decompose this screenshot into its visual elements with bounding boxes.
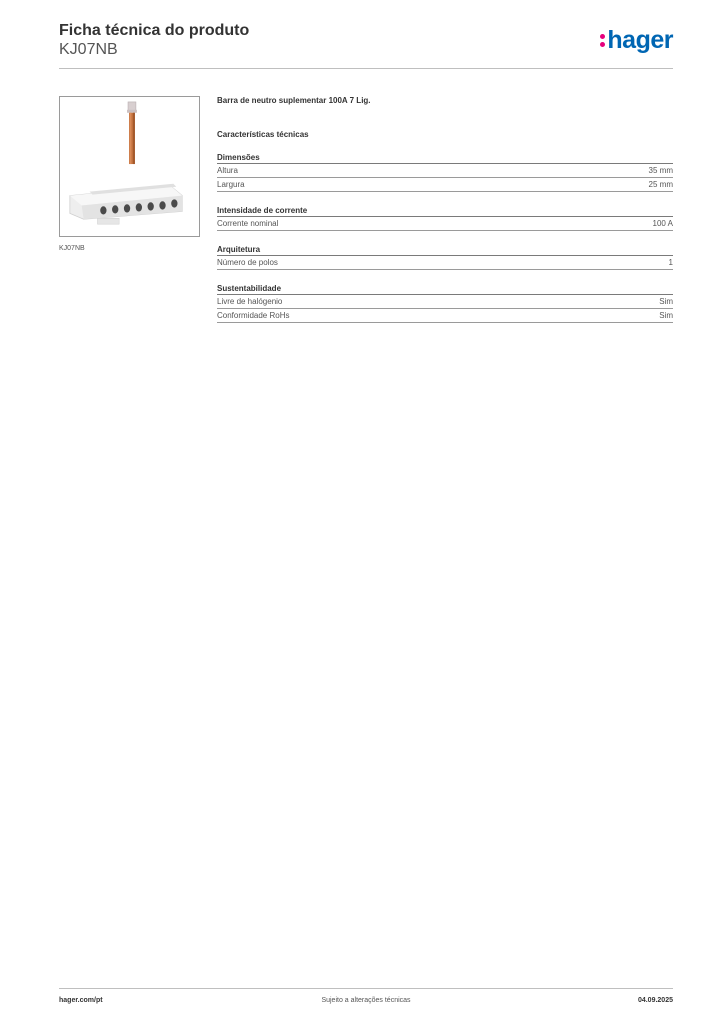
hager-logo — [600, 26, 673, 55]
spec-value: 35 mm — [648, 166, 673, 175]
spec-row — [217, 217, 673, 231]
spec-label: Conformidade RoHs — [217, 311, 290, 320]
logo-text: hager — [607, 26, 673, 54]
header-divider — [59, 68, 673, 69]
product-details — [217, 96, 673, 323]
spec-section-architecture — [217, 244, 673, 270]
spec-value: 25 mm — [648, 180, 673, 189]
specs-heading: Características técnicas — [217, 130, 309, 139]
spec-section-current — [217, 205, 673, 231]
spec-section-title: Arquitetura — [217, 244, 673, 256]
spec-value: Sim — [659, 297, 673, 306]
product-code: KJ07NB — [59, 41, 118, 58]
spec-label: Corrente nominal — [217, 219, 279, 228]
page-title: Ficha técnica do produto — [59, 22, 250, 39]
neutral-bar-product-photo-icon — [60, 97, 199, 236]
product-description: Barra de neutro suplementar 100A 7 Lig. — [217, 96, 371, 105]
logo-dots-icon — [600, 26, 605, 51]
spec-row — [217, 178, 673, 192]
footer-website-link[interactable]: hager.com/pt — [59, 997, 103, 1004]
page-header — [59, 20, 673, 68]
spec-label: Altura — [217, 166, 238, 175]
footer-date: 04.09.2025 — [637, 997, 673, 1004]
footer-divider — [59, 988, 673, 989]
spec-section-dimensions — [217, 152, 673, 192]
spec-label: Número de polos — [217, 258, 278, 267]
spec-row — [217, 295, 673, 309]
spec-value: 100 A — [652, 219, 673, 228]
spec-label: Largura — [217, 180, 245, 189]
footer-note: Sujeito a alterações técnicas — [321, 997, 411, 1004]
spec-section-title: Sustentabilidade — [217, 283, 673, 295]
spec-value: Sim — [659, 311, 673, 320]
image-caption: KJ07NB — [59, 245, 85, 252]
spec-section-title: Dimensões — [217, 152, 673, 164]
spec-row — [217, 256, 673, 270]
spec-row — [217, 164, 673, 178]
spec-row — [217, 309, 673, 323]
spec-section-sustainability — [217, 283, 673, 323]
spec-label: Livre de halógenio — [217, 297, 283, 306]
spec-section-title: Intensidade de corrente — [217, 205, 673, 217]
product-image — [59, 96, 200, 237]
spec-value: 1 — [668, 258, 673, 267]
